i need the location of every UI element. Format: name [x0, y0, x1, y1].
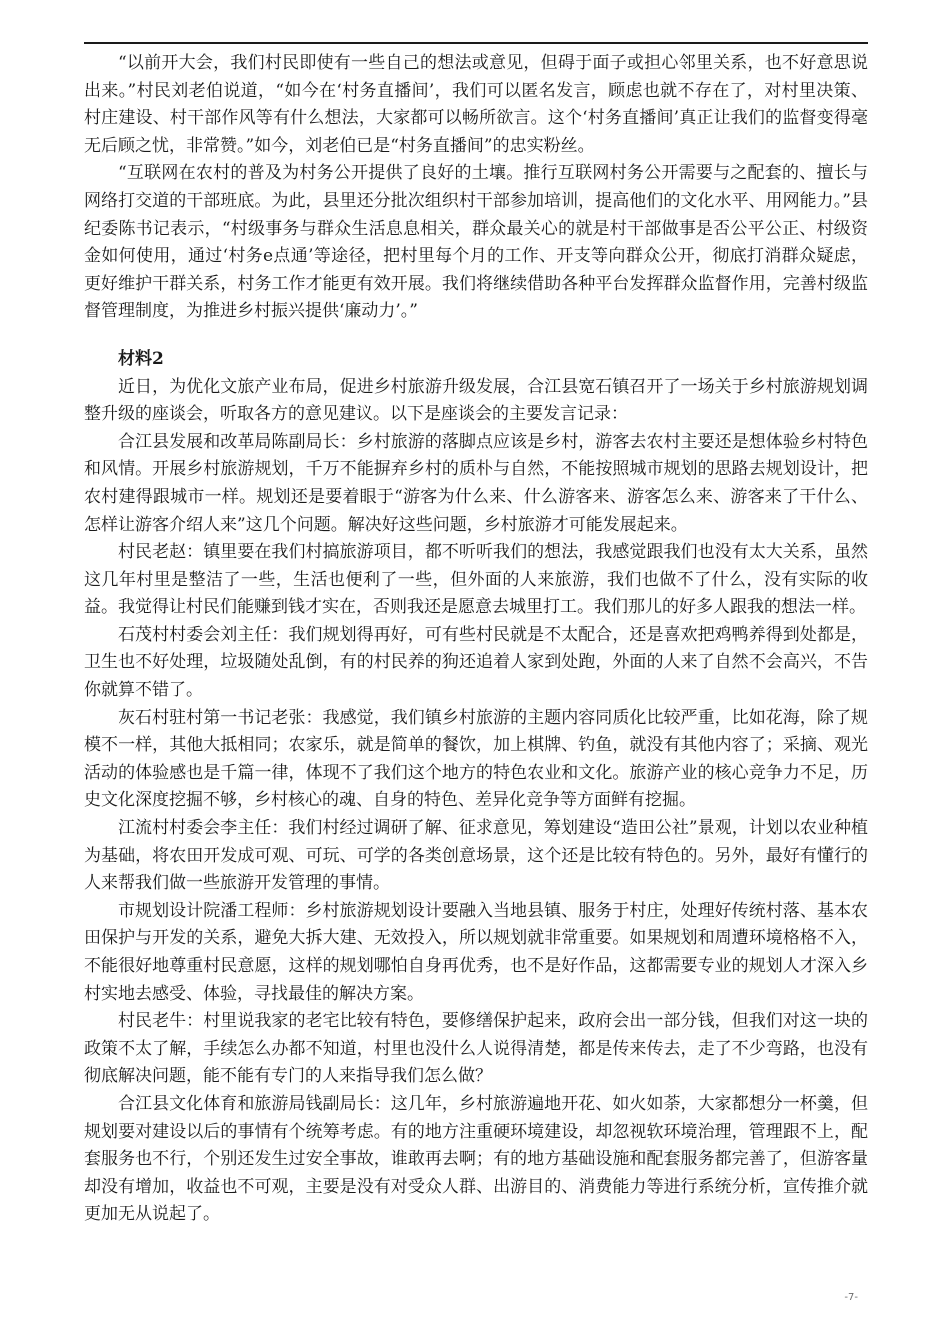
paragraph: 村民老赵：镇里要在我们村搞旅游项目，都不听听我们的想法，我感觉跟我们也没有太大关系，虽然这几年村里是整洁了一些，生活也便利了一些，但外面的人来旅游，我们也做不了什么，没有实际的收益。我觉得让村民们能赚到钱才实在，否则我还是愿意去城里打工。我们那儿的好多人跟我的想法一样。: [84, 542, 868, 618]
top-rule: [84, 42, 868, 44]
section-heading: 材料2: [118, 348, 164, 369]
paragraph: 市规划设计院潘工程师：乡村旅游规划设计要融入当地县镇、服务于村庄，处理好传统村落、基本农田保护与开发的关系，避免大拆大建、无效投入，所以规划就非常重要。如果规划和周遭环境格格不入，不能很好地尊重村民意愿，这样的规划哪怕自身再优秀，也不是好作品，这都需要专业的规划人才深入乡村实地去感受、体验，寻找最佳的解决方案。: [84, 900, 868, 1004]
paragraph: 近日，为优化文旅产业布局，促进乡村旅游升级发展，合江县宽石镇召开了一场关于乡村旅游规划调整升级的座谈会，听取各方的意见建议。以下是座谈会的主要发言记录：: [84, 376, 868, 425]
page-number: -7-: [844, 1292, 858, 1303]
paragraph: “以前开大会，我们村民即使有一些自己的想法或意见，但碍于面子或担心邻里关系，也不好意思说出来。”村民刘老伯说道，“如今在‘村务直播间’，我们可以匿名发言，顾虑也就不存在了，对村里决策、村庄建设、村干部作风等有什么想法，大家都可以畅所欲言。这个‘村务直播间’真正让我们的监督变得毫无后顾之忧，非常赞。”如今，刘老伯已是“村务直播间”的忠实粉丝。: [84, 53, 868, 156]
paragraph: “互联网在农村的普及为村务公开提供了良好的土壤。推行互联网村务公开需要与之配套的、擅长与网络打交道的干部班底。为此，县里还分批次组织村干部参加培训，提高他们的文化水平、用网能力。”县纪委陈书记表示，“村级事务与群众生活息息相关，群众最关心的就是村干部做事是否公平公正、村级资金如何使用，通过‘村务e点通’等途径，把村里每个月的工作、开支等向群众公开，彻底打消群众疑虑，更好维护干群关系，村务工作才能更有效开展。我们将继续借助各种平台发挥群众监督作用，完善村级监督管理制度，为推进乡村振兴提供‘廉动力’。”: [84, 163, 868, 322]
paragraph: 灰石村驻村第一书记老张：我感觉，我们镇乡村旅游的主题内容同质化比较严重，比如花海，除了规模不一样，其他大抵相同；农家乐，就是简单的餐饮，加上棋牌、钓鱼，就没有其他内容了；采摘、观光活动的体验感也是千篇一律，体现不了我们这个地方的特色农业和文化。旅游产业的核心竞争力不足，历史文化深度挖掘不够，乡村核心的魂、自身的特色、差异化竞争等方面鲜有挖掘。: [84, 707, 868, 811]
paragraph: 江流村村委会李主任：我们村经过调研了解、征求意见，筹划建设“造田公社”景观，计划以农业种植为基础，将农田开发成可观、可玩、可学的各类创意场景，这个还是比较有特色的。另外，最好有懂行的人来帮我们做一些旅游开发管理的事情。: [84, 818, 868, 894]
paragraph: 合江县发展和改革局陈副局长：乡村旅游的落脚点应该是乡村，游客去农村主要还是想体验乡村特色和风情。开展乡村旅游规划，千万不能摒弃乡村的质朴与自然，不能按照城市规划的思路去规划设计，把农村建得跟城市一样。规划还是要着眼于“游客为什么来、什么游客来、游客怎么来、游客来了干什么、怎样让游客介绍人来”这几个问题。解决好这些问题，乡村旅游才可能发展起来。: [84, 431, 868, 535]
paragraph: 村民老牛：村里说我家的老宅比较有特色，要修缮保护起来，政府会出一部分钱，但我们对这一块的政策不太了解，手续怎么办都不知道，村里也没什么人说得清楚，都是传来传去，走了不少弯路，也没有彻底解决问题，能不能有专门的人来指导我们怎么做？: [84, 1011, 868, 1087]
document-body: [84, 50, 868, 1229]
paragraph: 石茂村村委会刘主任：我们规划得再好，可有些村民就是不太配合，还是喜欢把鸡鸭养得到处都是，卫生也不好处理，垃圾随处乱倒，有的村民养的狗还追着人家到处跑，外面的人来了自然不会高兴，不告你就算不错了。: [84, 624, 868, 701]
paragraph: 合江县文化体育和旅游局钱副局长：这几年，乡村旅游遍地开花、如火如荼，大家都想分一杯羹，但规划要对建设以后的事情有个统筹考虑。有的地方注重硬环境建设，却忽视软环境治理，管理跟不上，配套服务也不行，个别还发生过安全事故，谁敢再去啊；有的地方基础设施和配套服务都完善了，但游客量却没有增加，收益也不可观，主要是没有对受众人群、出游目的、消费能力等进行系统分析，宣传推介就更加无从说起了。: [84, 1093, 868, 1225]
